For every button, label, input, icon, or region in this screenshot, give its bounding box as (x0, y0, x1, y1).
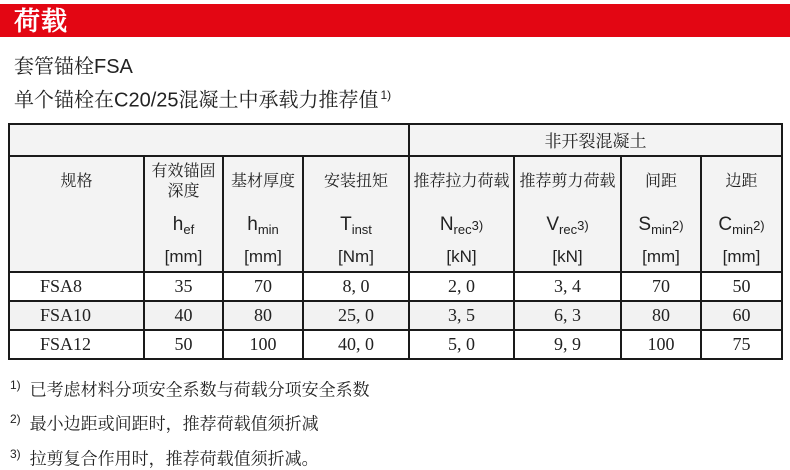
table-row-fsa8 (9, 272, 782, 301)
col-header-edge-distance: 边距 C min 2) [mm] (701, 156, 782, 272)
caption-block (14, 53, 790, 115)
group-header-empty-cell (9, 124, 409, 156)
footnote-3 (10, 443, 790, 470)
value-cell: 8, 0 (303, 272, 409, 301)
footnote-3-marker: 3) (10, 446, 21, 461)
footnote-3-text: 拉剪复合作用时，推荐荷载值须折减。 (29, 449, 319, 469)
section-title: 荷载 (14, 5, 69, 36)
value-cell: 9, 9 (514, 330, 621, 359)
footnotes-block (10, 374, 790, 470)
table-row-fsa12 (9, 330, 782, 359)
value-cell: 80 (223, 301, 303, 330)
col-header-install-torque: 安装扭矩 T inst [Nm] (303, 156, 409, 272)
spec-cell: FSA12 (9, 330, 144, 359)
value-cell: 50 (701, 272, 782, 301)
column-header-row (9, 156, 782, 272)
value-cell: 70 (621, 272, 701, 301)
value-cell: 5, 0 (409, 330, 514, 359)
value-cell: 2, 0 (409, 272, 514, 301)
table-caption-text: 单个锚栓在C20/25混凝土中承载力推荐值 (14, 89, 379, 112)
footnote-1 (10, 374, 790, 402)
value-cell: 6, 3 (514, 301, 621, 330)
value-cell: 25, 0 (303, 301, 409, 330)
caption-footnote-marker: 1) (380, 88, 392, 102)
value-cell: 35 (144, 272, 223, 301)
footnote-2-text: 最小边距或间距时，推荐荷载值须折减 (29, 414, 319, 434)
value-cell: 70 (223, 272, 303, 301)
footnote-1-text: 已考虑材料分项安全系数与荷载分项安全系数 (29, 380, 370, 400)
value-cell: 100 (621, 330, 701, 359)
footnote-2 (10, 408, 790, 436)
col-header-effective-depth: 有效锚固深度 h ef [mm] (144, 156, 223, 272)
value-cell: 40 (144, 301, 223, 330)
table-caption (14, 81, 790, 115)
value-cell: 80 (621, 301, 701, 330)
value-cell: 60 (701, 301, 782, 330)
group-header-uncracked-concrete: 非开裂混凝土 (409, 124, 782, 156)
col-header-shear-load: 推荐剪力荷载 V rec 3) [kN] (514, 156, 621, 272)
value-cell: 40, 0 (303, 330, 409, 359)
spec-cell: FSA8 (9, 272, 144, 301)
spec-cell: FSA10 (9, 301, 144, 330)
col-header-tension-load: 推荐拉力荷载 N rec 3) [kN] (409, 156, 514, 272)
section-title-bar (0, 4, 790, 37)
col-header-spacing: 间距 S min 2) [mm] (621, 156, 701, 272)
col-header-spec (9, 156, 144, 272)
value-cell: 3, 5 (409, 301, 514, 330)
product-name: 套管锚栓FSA (14, 56, 133, 78)
footnote-2-marker: 2) (10, 412, 21, 427)
load-data-table (8, 123, 783, 360)
value-cell: 100 (223, 330, 303, 359)
col-header-spec-label: 规格 (60, 172, 93, 190)
value-cell: 50 (144, 330, 223, 359)
footnote-1-marker: 1) (10, 377, 21, 392)
table-row-fsa10 (9, 301, 782, 330)
group-header-row (9, 124, 782, 156)
value-cell: 3, 4 (514, 272, 621, 301)
value-cell: 75 (701, 330, 782, 359)
col-header-base-thickness: 基材厚度 h min [mm] (223, 156, 303, 272)
